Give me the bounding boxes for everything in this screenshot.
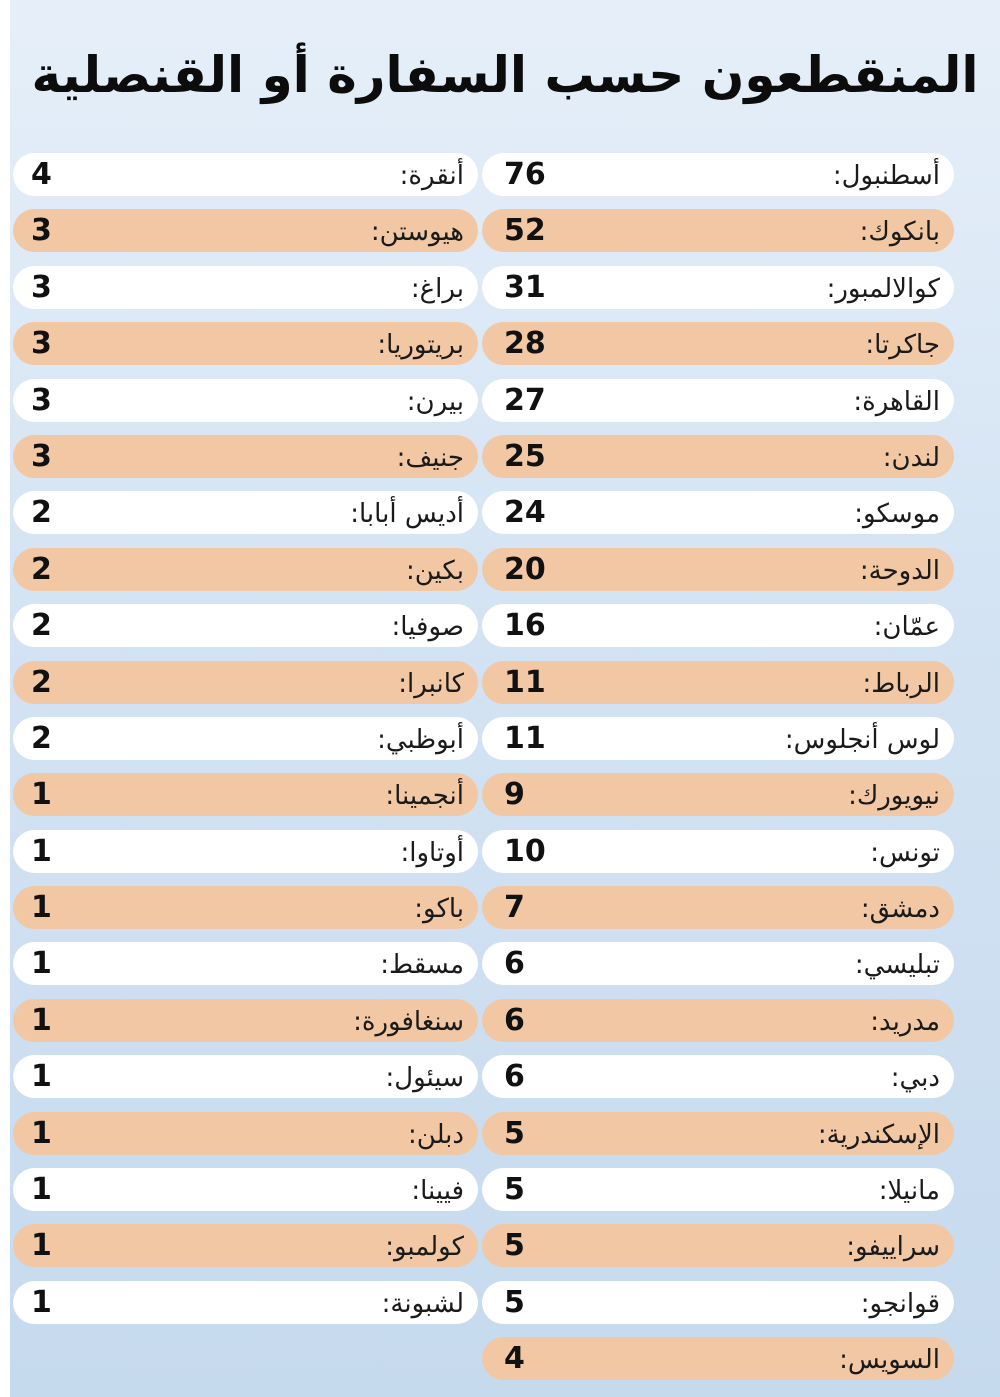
location-name: بانكوك: [859,217,940,248]
list-item [13,942,478,985]
list-item [13,830,478,873]
location-name: براغ: [410,273,464,304]
count-value: 6 [504,1002,525,1038]
count-value: 27 [504,382,546,418]
location-name: الإسكندرية: [817,1119,940,1150]
count-value: 10 [504,833,546,869]
list-item [482,830,954,873]
list-item [13,661,478,704]
count-value: 25 [504,438,546,474]
count-value: 3 [31,326,52,362]
count-value: 6 [504,1059,525,1095]
list-item [13,717,478,760]
count-value: 1 [31,1059,52,1095]
location-name: موسكو: [854,499,940,530]
list-item [13,322,478,365]
list-item [482,942,954,985]
location-name: دبلن: [408,1119,464,1150]
list-item [482,1224,954,1267]
list-item [482,548,954,591]
list-item [482,435,954,478]
count-value: 2 [31,495,52,531]
list-item [13,1224,478,1267]
location-name: هيوستن: [370,217,464,248]
list-item [13,1112,478,1155]
count-value: 1 [31,1115,52,1151]
list-item [482,379,954,422]
list-item [482,491,954,534]
count-value: 1 [31,1284,52,1320]
list-item [13,999,478,1042]
list-item [13,209,478,252]
location-name: القاهرة: [853,386,940,417]
location-name: مانيلا: [878,1176,940,1207]
count-value: 28 [504,326,546,362]
location-name: صوفيا: [391,612,464,643]
location-name: أنقرة: [399,161,464,191]
location-name: عمّان: [873,612,940,643]
list-item [482,999,954,1042]
count-value: 1 [31,833,52,869]
list-item [482,1168,954,1211]
location-name: أسطنبول: [832,161,940,191]
count-value: 4 [31,157,52,192]
location-name: الرباط: [862,668,940,699]
list-item [482,1281,954,1324]
count-value: 5 [504,1172,525,1208]
list-item [13,1055,478,1098]
count-value: 3 [31,269,52,305]
count-value: 11 [504,720,546,756]
location-name: مدريد: [870,1006,940,1037]
list-item [13,1168,478,1211]
count-value: 5 [504,1115,525,1151]
list-item [13,604,478,647]
count-value: 16 [504,608,546,644]
count-value: 2 [31,551,52,587]
location-name: مسقط: [380,950,464,981]
location-name: سيئول: [385,1063,464,1094]
list-item [482,1337,954,1380]
location-name: تونس: [870,837,940,868]
count-value: 3 [31,213,52,249]
location-name: بيرن: [406,386,464,417]
location-name: السويس: [839,1345,940,1376]
count-value: 24 [504,495,546,531]
location-name: جاكرتا: [865,330,940,361]
list-item [482,209,954,252]
count-value: 2 [31,608,52,644]
count-value: 3 [31,438,52,474]
location-name: لندن: [882,442,940,473]
count-value: 1 [31,777,52,813]
list-item [482,717,954,760]
list-item [13,153,478,196]
location-name: الدوحة: [859,555,940,586]
location-name: لشبونة: [381,1288,464,1319]
count-value: 3 [31,382,52,418]
count-value: 1 [31,890,52,926]
location-name: دمشق: [860,894,940,925]
location-name: دبي: [890,1063,940,1094]
location-name: سراييفو: [846,1232,940,1263]
count-value: 52 [504,213,546,249]
count-value: 5 [504,1228,525,1264]
location-name: كولمبو: [385,1232,464,1263]
list-item [13,548,478,591]
count-value: 11 [504,664,546,700]
location-name: باكو: [414,894,464,925]
count-value: 1 [31,1172,52,1208]
count-value: 31 [504,269,546,305]
list-item [482,773,954,816]
left-column [13,153,478,1337]
location-name: أوتاوا: [400,837,464,868]
count-value: 20 [504,551,546,587]
list-item [482,322,954,365]
location-name: أنجمينا: [385,781,464,812]
location-name: بريتوريا: [377,330,464,361]
count-value: 1 [31,946,52,982]
list-item [13,379,478,422]
count-value: 1 [31,1002,52,1038]
list-item [13,773,478,816]
list-item [482,266,954,309]
location-name: كانبرا: [398,668,464,699]
list-item [482,153,954,196]
location-name: أبوظبي: [377,724,464,755]
location-name: فيينا: [411,1176,464,1207]
list-item [13,435,478,478]
page-title: المنقطعون حسب السفارة أو القنصلية [31,46,979,104]
location-name: جنيف: [396,442,464,473]
list-item [482,886,954,929]
list-item [482,661,954,704]
count-value: 2 [31,664,52,700]
count-value: 6 [504,946,525,982]
count-value: 9 [504,777,525,813]
location-name: تبليسي: [854,950,940,981]
location-name: قوانجو: [860,1288,940,1319]
location-name: نيويورك: [848,781,940,812]
list-item [13,266,478,309]
count-value: 4 [504,1341,525,1377]
count-value: 1 [31,1228,52,1264]
location-name: سنغافورة: [353,1006,464,1037]
location-name: بكين: [406,555,464,586]
list-item [482,1112,954,1155]
list-item [13,491,478,534]
count-value: 2 [31,720,52,756]
count-value: 76 [504,157,546,192]
count-value: 5 [504,1284,525,1320]
count-value: 7 [504,890,525,926]
location-name: كوالالمبور: [826,273,940,304]
list-item [13,1281,478,1324]
location-name: أديس أبابا: [350,499,464,530]
right-column [482,153,954,1394]
location-name: لوس أنجلوس: [784,724,940,755]
infographic-panel [10,0,1000,1397]
list-item [13,886,478,929]
list-item [482,1055,954,1098]
list-item [482,604,954,647]
